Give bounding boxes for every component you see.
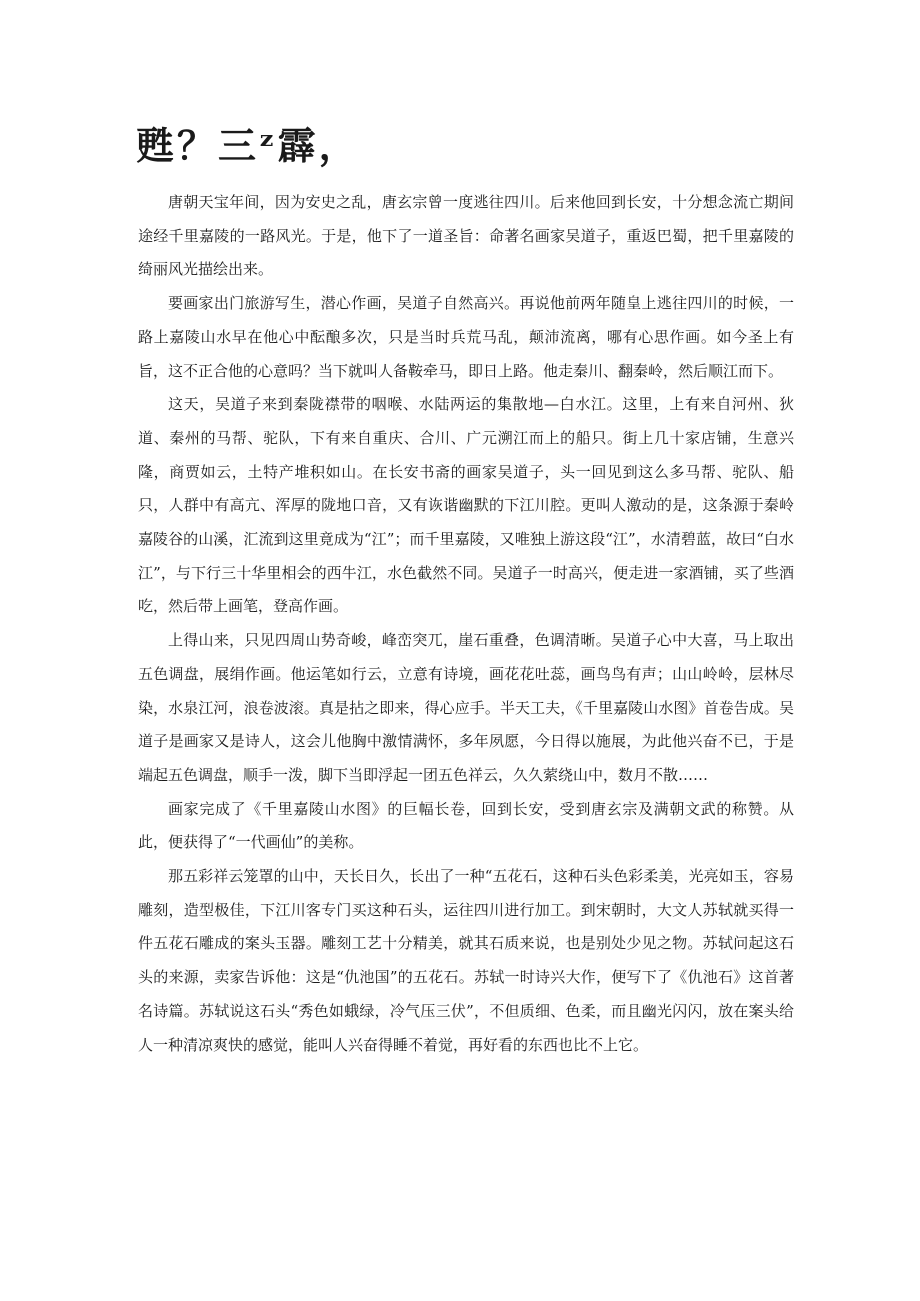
paragraph: 唐朝天宝年间，因为安史之乱，唐玄宗曾一度逃往四川。后来他回到长安，十分想念流亡期间途经千里嘉陵的一路风光。于是，他下了一道圣旨：命著名画家吴道子，重返巴蜀，把千里嘉陵的绮丽风光描绘出来。	[138, 193, 794, 279]
paragraph: 要画家出门旅游写生，潜心作画，吴道子自然高兴。再说他前两年随皇上逃往四川的时候，一路上嘉陵山水早在他心中酝酿多次，只是当时兵荒马乱，颠沛流离，哪有心思作画。如今圣上有旨，这不正合他的心意吗？当下就叫人备鞍牵马，即日上路。他走秦川、翻秦岭，然后顺江而下。	[138, 294, 794, 380]
paragraph: 这天，吴道子来到秦陇襟带的咽喉、水陆两运的集散地—白水江。这里，上有来自河州、狄道、秦州的马帮、驼队，下有来自重庆、合川、广元溯江而上的船只。街上几十家店铺，生意兴隆，商贾如云，土特产堆积如山。在长安书斋的画家吴道子，头一回见到这么多马帮、驼队、船只，人群中有高亢、浑厚的陇地口音，又有诙谐幽默的下江川腔。更叫人激动的是，这条源于秦岭嘉陵谷的山溪，汇流到这里竟成为“江”；而千里嘉陵，又唯独上游这段“江”，水清碧蓝，故曰“白水江”，与下行三十华里相会的西牛江，水色截然不同。吴道子一时高兴，便走进一家酒铺，买了些酒吃，然后带上画笔，登高作画。	[138, 395, 794, 616]
paragraph: 上得山来，只见四周山势奇峻，峰峦突兀，崖石重叠，色调清晰。吴道子心中大喜，马上取出五色调盘，展绢作画。他运笔如行云，立意有诗境，画花花吐蕊，画鸟鸟有声；山山岭岭，层林尽染，水泉江河，浪卷波滚。真是拈之即来，得心应手。半天工夫，《千里嘉陵山水图》首卷告成。吴道子是画家又是诗人，这会儿他胸中激情满怀，多年夙愿，今日得以施展，为此他兴奋不已，于是端起五色调盘，顺手一泼，脚下当即浮起一团五色祥云，久久萦绕山中，数月不散……	[138, 631, 794, 784]
document-title: 甦？三ᶻ霹，	[136, 123, 360, 168]
paragraph: 那五彩祥云笼罩的山中，天长日久，长出了一种“五花石，这种石头色彩柔美，光亮如玉，容易雕刻，造型极佳，下江川客专门买这种石头，运往四川进行加工。到宋朝时，大文人苏轼就买得一件五花石雕成的案头玉器。雕刻工艺十分精美，就其石质来说，也是别处少见之物。苏轼问起这石头的来源，卖家告诉他：这是“仇池国”的五花石。苏轼一时诗兴大作，便写下了《仇池石》这首著名诗篇。苏轼说这石头“秀色如蛾绿，冷气压三伏”，不但质细、色柔，而且幽光闪闪，放在案头给人一种清凉爽快的感觉，能叫人兴奋得睡不着觉，再好看的东西也比不上它。	[138, 867, 794, 1054]
document-body	[138, 186, 794, 1062]
paragraph: 画家完成了《千里嘉陵山水图》的巨幅长卷，回到长安，受到唐玄宗及满朝文武的称赞。从此，便获得了“一代画仙”的美称。	[138, 799, 794, 852]
